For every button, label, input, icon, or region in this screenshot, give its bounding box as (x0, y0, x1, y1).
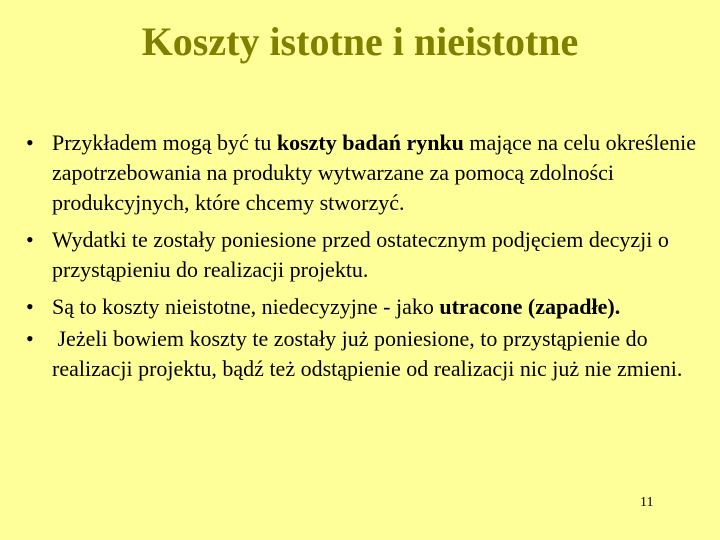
bullet-item-3 (26, 292, 706, 322)
bullet-2-text: Wydatki te zostały poniesione przed ostatecznym podjęciem decyzji o przystąpieniu do realizacji projektu. (52, 227, 669, 282)
bullet-icon: • (26, 326, 34, 351)
bullet-icon: • (26, 227, 34, 252)
bullet-icon: • (26, 294, 34, 319)
bullet-4-text: Jeżeli bowiem koszty te zostały już poniesione, to przystąpienie do realizacji projektu, bądź też odstąpienie od realizacji nic już nie zmieni. (52, 326, 683, 381)
bullet-item-4 (26, 324, 706, 384)
page-number: 11 (640, 495, 654, 510)
bullet-3-text-bold: utracone (zapadłe). (439, 294, 621, 319)
bullet-item-1 (26, 128, 706, 218)
bullet-list (26, 128, 706, 391)
bullet-1-text-post: mające na celu określenie zapotrzebowania na produkty wytwarzane za pomocą zdolności produkcyjnych, które chcemy stworzyć. (52, 130, 697, 215)
bullet-3-text-pre: Są to koszty nieistotne, niedecyzyjne - jako (52, 294, 440, 319)
slide-title: Koszty istotne i nieistotne (141, 19, 579, 64)
bullet-1-text-bold: koszty badań rynku (276, 130, 464, 155)
bullet-1-text-pre: Przykładem mogą być tu (52, 130, 277, 155)
bullet-item-2 (26, 225, 706, 285)
bullet-icon: • (26, 130, 34, 155)
